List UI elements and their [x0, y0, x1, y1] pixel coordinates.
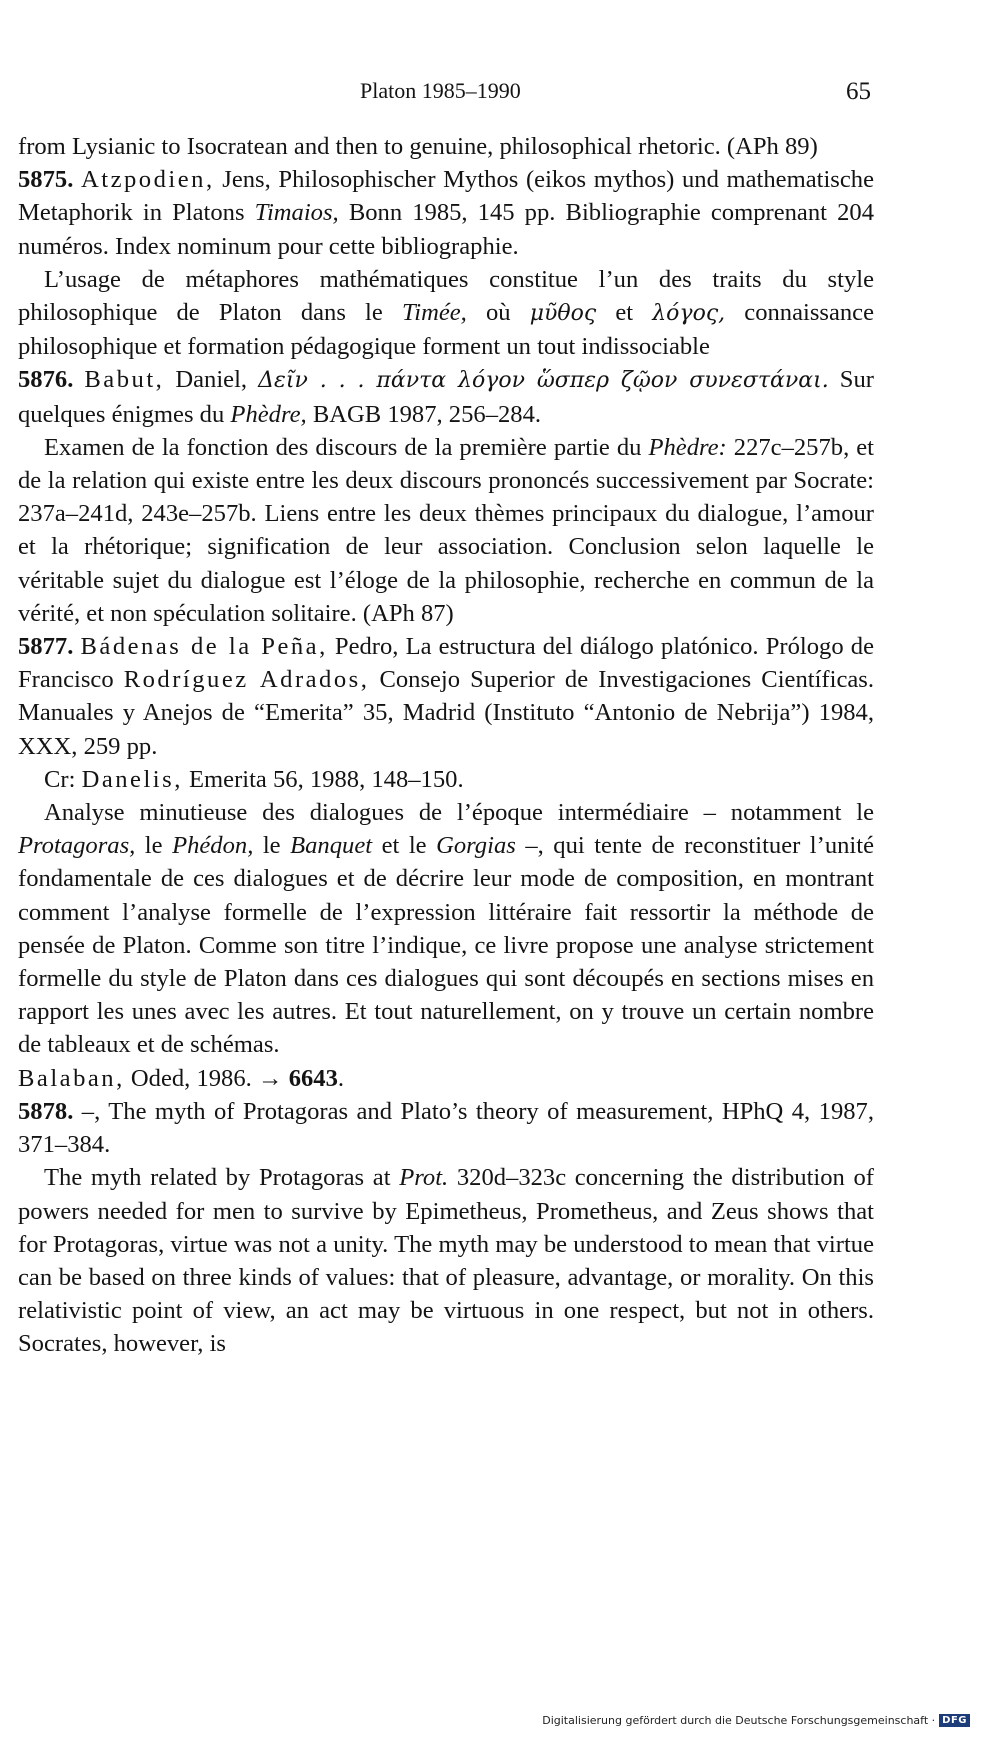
footer-text: Digitalisierung gefördert durch die Deutsche Forschungsgemeinschaft ·: [542, 1714, 936, 1727]
abstract-text: L’usage de métaphores mathématiques constitue l’un des traits du style philosophique de Platon dans le: [18, 265, 874, 327]
abstract-text: 320d–323c concerning the distribution of powers needed for men to survive by Epimetheus, Prometheus, and Zeus shows that for Protagoras, virtue was not a unity. The myth may be understood to mean that virtue can be based on three kinds of values: that of pleasure, advantage, or morality. On this relativistic point of view, an act may be virtuous in one respect, but not in others. Socrates, however, is: [18, 1164, 874, 1358]
cross-reference: [18, 1062, 874, 1095]
cross-ref-text: Oded, 1986. →: [124, 1064, 289, 1092]
greek-title: Δεῖν . . . πάντα λόγον ὥσπερ ζῷον συνεστάναι.: [258, 368, 829, 394]
digitization-footer: [542, 1714, 970, 1727]
work-title: Phédon,: [172, 832, 254, 860]
work-title: Timée,: [401, 299, 467, 327]
continuation-paragraph: from Lysianic to Isocratean and then to genuine, philosophical rhetoric. (APh 89): [18, 133, 818, 160]
abstract-text: 227c–257b, et de la relation qui existe entre les deux discours prononcés successivement par Socrate: 237a–241d, 243e–257b. Liens entre les deux thèmes principaux du dialogue, l’amour et la rhétorique; signification de leur association. Conclusion selon laquelle le véritable sujet du dialogue est l’éloge de la philosophie, recherche en commun de la vérité, et non spéculation solitaire. (APh 87): [18, 433, 874, 627]
prologue-author: Rodríguez Adrados,: [123, 666, 370, 694]
cross-ref-end: .: [337, 1064, 345, 1092]
greek-term: μῦθος: [529, 301, 597, 327]
entry-citation: [18, 163, 874, 263]
entry-author: Babut,: [84, 366, 165, 394]
abstract-text: où: [466, 299, 530, 327]
abstract-text: The myth related by Protagoras at: [44, 1164, 400, 1192]
entry-citation: [18, 630, 874, 763]
entry-number: 5876.: [18, 366, 74, 394]
citation-text: Pedro, La estructura del diálogo platónico. Prólogo de Francisco: [18, 633, 874, 694]
text-body: [18, 130, 874, 1361]
abstract-text: le: [135, 832, 173, 860]
citation-text: Sur quelques énigmes du: [18, 366, 874, 428]
work-title: Timaios,: [254, 199, 339, 227]
citation-text: BAGB 1987, 256–284.: [306, 400, 542, 428]
work-title: Phèdre,: [230, 400, 307, 428]
abstract-text: et le: [372, 832, 437, 860]
entry-number: 5875.: [18, 166, 74, 194]
work-title: Prot.: [399, 1164, 449, 1192]
citation-text: –, The myth of Protagoras and Plato’s theory of measurement, HPhQ 4, 1987, 371–384.: [18, 1097, 874, 1159]
entry-5878: [18, 1095, 874, 1361]
review-line: [18, 763, 874, 796]
abstract-text: et: [596, 299, 653, 327]
work-title: Banquet: [290, 832, 373, 860]
running-title: Platon 1985–1990: [360, 78, 521, 103]
entry-number: 5877.: [18, 633, 74, 661]
entry-5875: [18, 163, 874, 363]
cross-ref-author: Balaban,: [18, 1064, 125, 1092]
work-title: Protagoras,: [18, 832, 136, 860]
citation-text: Jens, Philosophischer Mythos (eikos mythos) und mathematische Metaphorik in Platons: [18, 166, 875, 227]
entry-5876: [18, 363, 874, 630]
cross-ref-target: 6643: [288, 1064, 338, 1092]
entry-abstract: [18, 263, 874, 364]
abstract-text: –, qui tente de reconstituer l’unité fondamentale de ces dialogues et de décrire leur mode de composition, en montrant comment l’analyse formelle de l’expression littéraire fait ressortir la méthode de pensée de Platon. Comme son titre l’indique, ce livre propose une analyse strictement formelle du style de Platon dans ces dialogues qui sont découpés en sections mises en rapport les unes avec les autres. Et tout naturellement, on y trouve un certain nombre de tableaux et de schémas.: [18, 832, 875, 1059]
review-author: Danelis,: [81, 765, 183, 793]
work-title: Phèdre:: [648, 433, 727, 461]
abstract-text: Analyse minutieuse des dialogues de l’époque intermédiaire – notamment le: [44, 799, 874, 827]
dfg-logo: DFG: [939, 1714, 970, 1727]
abstract-text: Examen de la fonction des discours de la première partie du: [44, 433, 649, 461]
entry-author: Bádenas de la Peña,: [80, 633, 328, 661]
citation-text: Consejo Superior de Investigaciones Científicas. Manuales y Anejos de “Emerita” 35, Madrid (Instituto “Antonio de Nebrija”) 1984, XXX, 259 pp.: [18, 666, 874, 760]
abstract-text: connaissance philosophique et formation pédagogique forment un tout indissociable: [18, 299, 875, 361]
citation-text: Bonn 1985, 145 pp. Bibliographie comprenant 204 numéros. Index nominum pour cette bibliographie.: [18, 199, 874, 260]
entry-5877: [18, 630, 874, 1062]
review-prefix: Cr:: [44, 765, 82, 793]
work-title: Gorgias: [436, 832, 516, 860]
entry-citation: [18, 1095, 874, 1161]
entry-number: 5878.: [18, 1097, 74, 1125]
entry-author: Atzpodien,: [81, 166, 215, 194]
entry-abstract: [18, 796, 874, 1062]
citation-text: Daniel,: [164, 366, 259, 394]
entry-abstract: [18, 431, 874, 630]
abstract-text: le: [253, 832, 291, 860]
review-text: Emerita 56, 1988, 148–150.: [182, 765, 464, 793]
greek-term: λόγος,: [652, 301, 726, 327]
running-head: [0, 78, 1000, 108]
entry-abstract: [18, 1161, 874, 1360]
page-number: 65: [846, 78, 871, 105]
entry-citation: [18, 363, 874, 430]
